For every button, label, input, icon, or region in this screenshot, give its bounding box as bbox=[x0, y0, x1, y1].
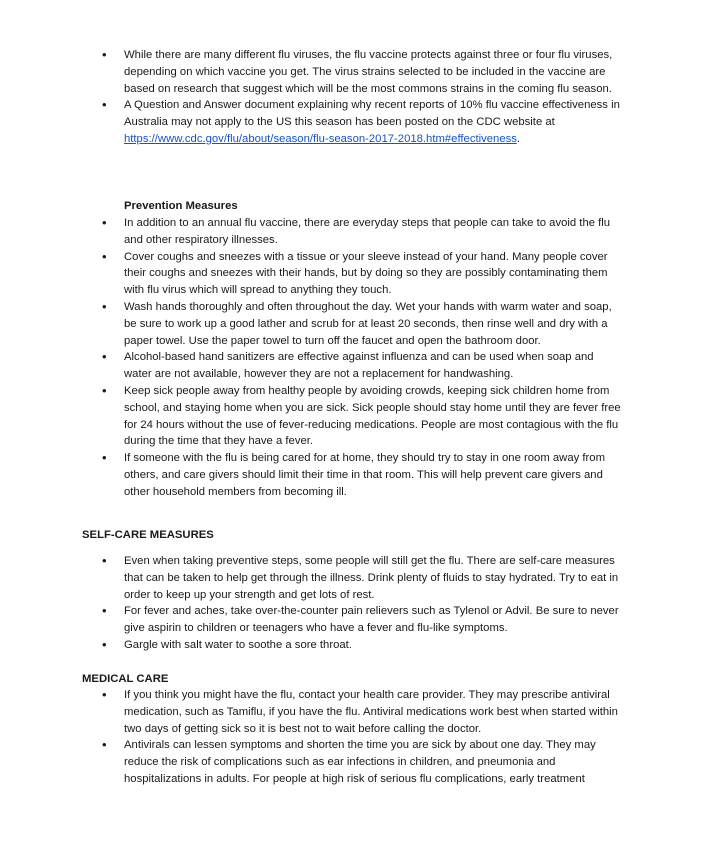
bullet-text: Antivirals can lessen symptoms and shorten the time you are sick by about one day. They may reduce the risk of complications such as ear infections in children, and pneumonia and hospitalizations in adults. For people at high risk of serious flu complications, early treatment bbox=[124, 739, 596, 785]
prevention-bullet-list bbox=[0, 215, 621, 501]
intro-bullet-list bbox=[0, 47, 621, 148]
list-item bbox=[0, 299, 621, 349]
bullet-text: Even when taking preventive steps, some people will still get the flu. There are self-care measures that can be taken to help get through the illness. Drink plenty of fluids to stay hydrated. Try to eat in order to keep up your strength and get lots of rest. bbox=[124, 555, 619, 601]
bullet-text: Alcohol-based hand sanitizers are effective against influenza and can be used when soap and water are not available, however they are not a replacement for handwashing. bbox=[124, 351, 594, 381]
medical-care-heading: MEDICAL CARE bbox=[82, 673, 169, 685]
list-item bbox=[0, 553, 621, 603]
bullet-text: Gargle with salt water to soothe a sore throat. bbox=[124, 638, 352, 651]
bullet-text: Keep sick people away from healthy people by avoiding crowds, keeping sick children home from school, and staying home when you are sick. Sick people should stay home until they are fever free for 24 hours without the use of fever-reducing medications. People are most contagious with the flu during the time that they have a fever. bbox=[124, 384, 621, 448]
bullet-text: While there are many different flu viruses, the flu vaccine protects against three or four flu viruses, depending on which vaccine you get. The virus strains selected to be included in the vaccine are based on research that suggest which will be the most commons strains in the coming flu season. bbox=[124, 49, 613, 95]
link-suffix: . bbox=[516, 132, 521, 145]
list-item bbox=[0, 47, 621, 97]
bullet-text: A Question and Answer document explaining why recent reports of 10% flu vaccine effectiveness in Australia may not apply to the US this season has been posted on the CDC website at bbox=[124, 99, 620, 129]
medical-care-bullet-list bbox=[0, 687, 621, 788]
list-item bbox=[0, 215, 621, 249]
list-item bbox=[0, 687, 621, 737]
list-item bbox=[0, 97, 621, 147]
prevention-heading: Prevention Measures bbox=[124, 200, 238, 212]
list-item bbox=[0, 450, 621, 500]
list-item bbox=[0, 383, 621, 450]
list-item bbox=[0, 349, 621, 383]
list-item bbox=[0, 737, 621, 787]
list-item bbox=[0, 637, 621, 654]
bullet-text: Wash hands thoroughly and often throughout the day. Wet your hands with warm water and soap, be sure to work up a good lather and scrub for at least 20 seconds, then rinse well and dry with a paper towel. Use the paper towel to turn off the faucet and open the bathroom door. bbox=[124, 300, 612, 347]
self-care-bullet-list bbox=[0, 553, 621, 654]
list-item bbox=[0, 249, 621, 299]
bullet-text: If someone with the flu is being cared for at home, they should try to stay in one room away from others, and care givers should limit their time in that room. This will help prevent care givers and other household members from becoming ill. bbox=[124, 452, 605, 498]
bullet-text: For fever and aches, take over-the-counter pain relievers such as Tylenol or Advil. Be sure to never give aspirin to children or teenagers who have a fever and flu-like symptoms. bbox=[124, 605, 619, 635]
cdc-link[interactable]: https://www.cdc.gov/flu/about/season/flu-season-2017-2018.htm#effectiveness bbox=[124, 132, 517, 145]
self-care-heading: SELF-CARE MEASURES bbox=[82, 529, 214, 541]
list-item bbox=[0, 603, 621, 637]
bullet-text: Cover coughs and sneezes with a tissue or your sleeve instead of your hand. Many people cover their coughs and sneezes with their hands, but by doing so they are possibly contaminating them with flu virus which will spread to anything they touch. bbox=[124, 250, 608, 297]
bullet-text: If you think you might have the flu, contact your health care provider. They may prescribe antiviral medication, such as Tamiflu, if you have the flu. Antiviral medications work best when started within two days of getting sick so it is best not to wait before calling the doctor. bbox=[124, 689, 618, 735]
bullet-text: In addition to an annual flu vaccine, there are everyday steps that people can take to avoid the flu and other respiratory illnesses. bbox=[124, 217, 611, 246]
